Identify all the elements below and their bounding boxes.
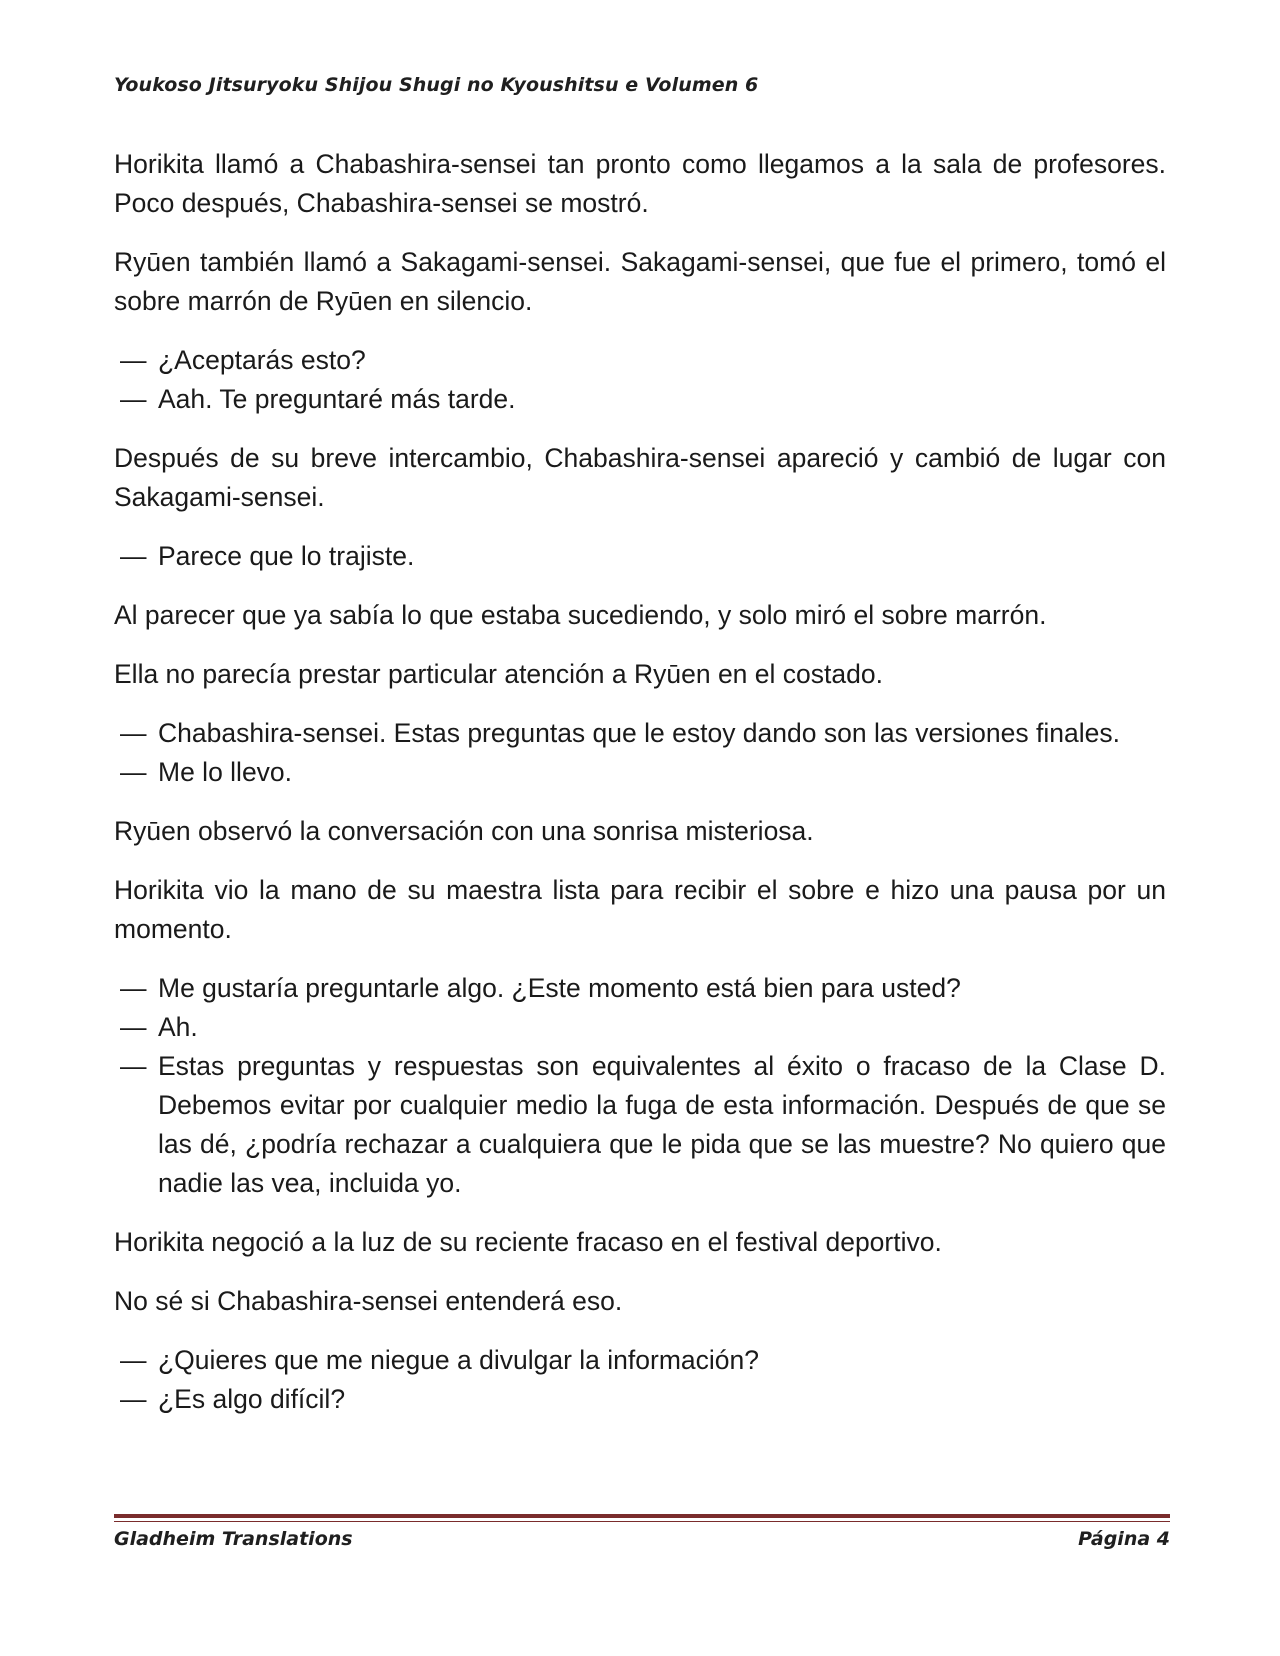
dialogue-line (114, 1341, 1166, 1380)
dialogue-line (114, 753, 1166, 792)
dialogue-block (114, 714, 1166, 792)
dialogue-dash: — (120, 718, 147, 748)
paragraph: No sé si Chabashira-sensei entenderá eso. (114, 1286, 623, 1316)
paragraph: Horikita llamó a Chabashira-sensei tan pronto como llegamos a la sala de profesores. Poco después, Chabashira-sensei se mostró. (114, 149, 1166, 218)
paragraph: Ryūen también llamó a Sakagami-sensei. Sakagami-sensei, que fue el primero, tomó el sobre marrón de Ryūen en silencio. (114, 247, 1166, 316)
dialogue-line (114, 1380, 1166, 1419)
dialogue-line (114, 380, 1166, 419)
dialogue-text: Parece que lo trajiste. (158, 541, 415, 571)
dialogue-text: ¿Aceptarás esto? (158, 345, 366, 375)
paragraph: Después de su breve intercambio, Chabashira-sensei apareció y cambió de lugar con Sakagami-sensei. (114, 443, 1166, 512)
dialogue-dash: — (120, 1384, 147, 1414)
dialogue-line (114, 341, 1166, 380)
dialogue-block (114, 537, 1166, 576)
dialogue-line (114, 969, 1166, 1008)
document-page (114, 0, 1170, 1656)
footer-credit: Gladheim Translations (114, 1528, 353, 1550)
dialogue-block (114, 969, 1166, 1203)
page-content (114, 145, 1166, 1439)
dialogue-line (114, 714, 1166, 753)
paragraph: Ella no parecía prestar particular atención a Ryūen en el costado. (114, 659, 883, 689)
dialogue-dash: — (120, 757, 147, 787)
dialogue-text: ¿Quieres que me niegue a divulgar la información? (158, 1345, 759, 1375)
footer-divider (114, 1514, 1170, 1518)
dialogue-dash: — (120, 541, 147, 571)
paragraph: Horikita vio la mano de su maestra lista para recibir el sobre e hizo una pausa por un momento. (114, 875, 1166, 944)
dialogue-dash: — (120, 384, 147, 414)
footer-divider-thin (114, 1521, 1170, 1522)
dialogue-dash: — (120, 1012, 147, 1042)
dialogue-text: Aah. Te preguntaré más tarde. (158, 384, 516, 414)
dialogue-line (114, 537, 1166, 576)
dialogue-dash: — (120, 345, 147, 375)
dialogue-dash: — (120, 1051, 147, 1081)
dialogue-text: Me gustaría preguntarle algo. ¿Este momento está bien para usted? (158, 973, 961, 1003)
dialogue-text: Chabashira-sensei. Estas preguntas que le estoy dando son las versiones finales. (158, 718, 1120, 748)
dialogue-dash: — (120, 1345, 147, 1375)
paragraph: Al parecer que ya sabía lo que estaba sucediendo, y solo miró el sobre marrón. (114, 600, 1047, 630)
page-number: Página 4 (1078, 1528, 1170, 1550)
dialogue-line (114, 1047, 1166, 1203)
paragraph: Ryūen observó la conversación con una sonrisa misteriosa. (114, 816, 814, 846)
dialogue-text: ¿Es algo difícil? (158, 1384, 346, 1414)
page-header-title: Youkoso Jitsuryoku Shijou Shugi no Kyoushitsu e Volumen 6 (114, 74, 759, 96)
dialogue-line (114, 1008, 1166, 1047)
dialogue-block (114, 341, 1166, 419)
paragraph: Horikita negoció a la luz de su reciente fracaso en el festival deportivo. (114, 1227, 942, 1257)
dialogue-dash: — (120, 973, 147, 1003)
dialogue-text: Me lo llevo. (158, 757, 293, 787)
dialogue-text: Estas preguntas y respuestas son equivalentes al éxito o fracaso de la Clase D. Debemos evitar por cualquier medio la fuga de esta información. Después de que se las dé, ¿podría rechazar a cualquiera que le pida que se las muestre? No quiero que nadie las vea, incluida yo. (158, 1051, 1166, 1198)
dialogue-text: Ah. (158, 1012, 198, 1042)
dialogue-block (114, 1341, 1166, 1419)
